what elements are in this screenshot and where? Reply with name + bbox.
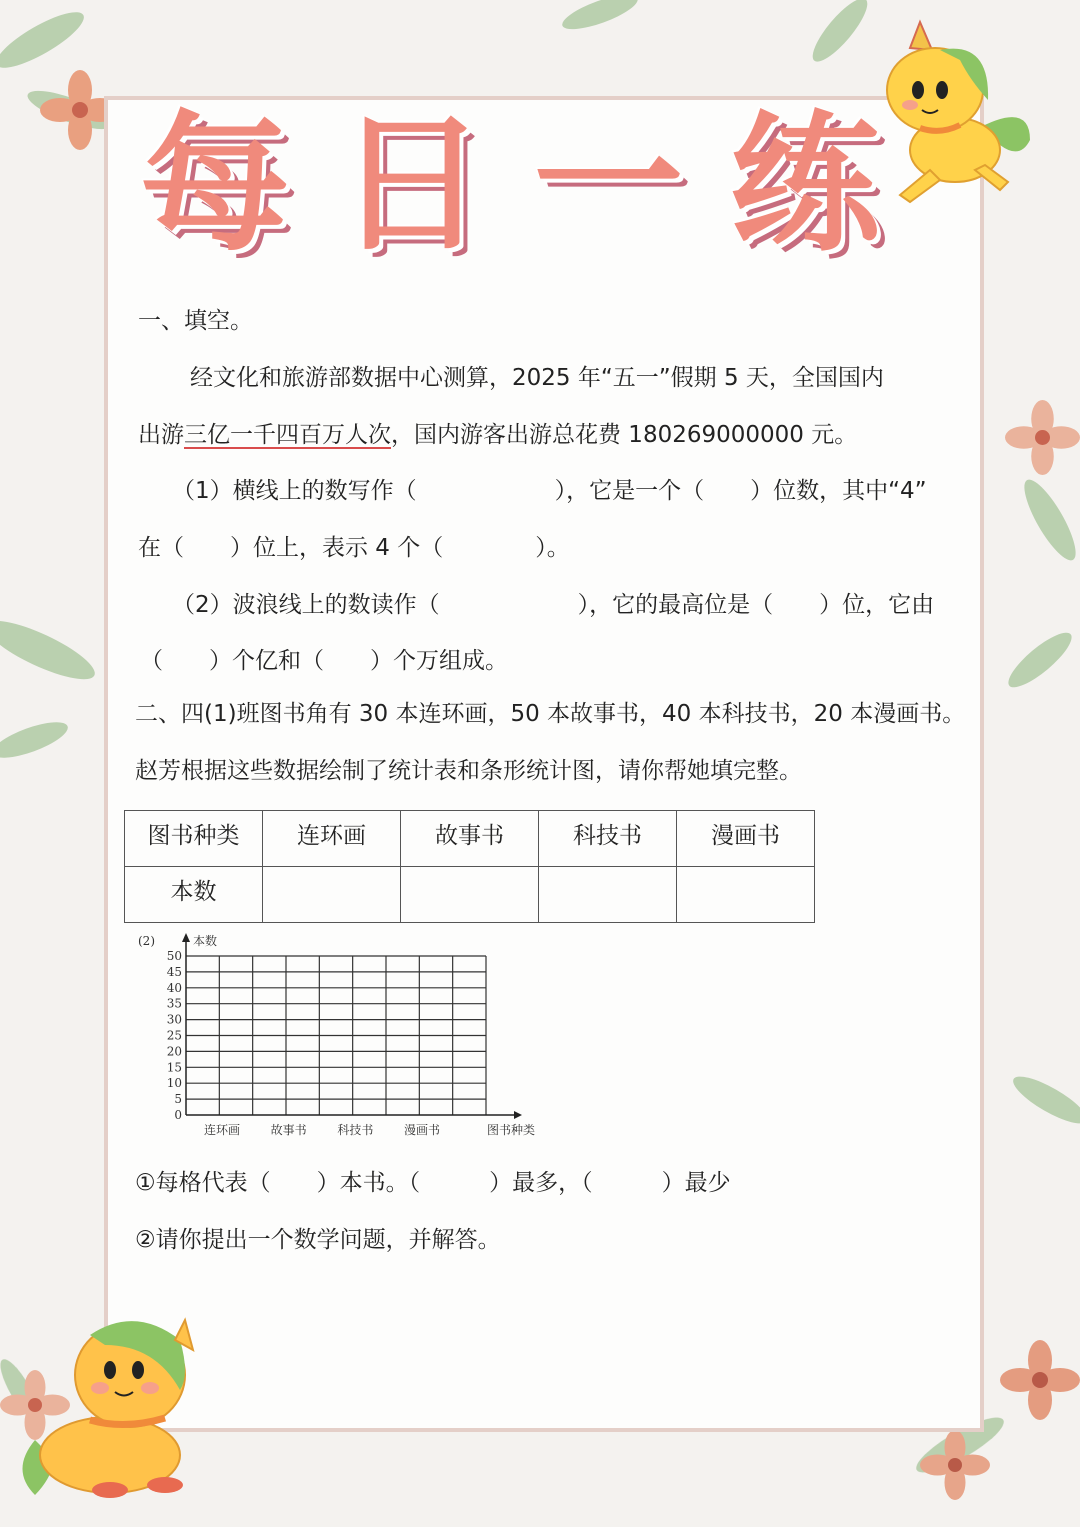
table-blank-cell[interactable]: [677, 867, 815, 923]
question2-line2: （ ）个亿和（ ）个万组成。: [140, 648, 508, 674]
flower-icon: [920, 1430, 990, 1500]
table-row: [125, 867, 815, 923]
x-tick-label: 科技书: [337, 1123, 374, 1137]
y-tick-label: 40: [166, 980, 182, 995]
bar-chart-grid: [130, 928, 560, 1143]
panel-label: (2): [138, 934, 155, 948]
table-blank-cell[interactable]: [539, 867, 677, 923]
table-header-cell: 图书种类: [125, 811, 263, 867]
y-axis-arrow: [182, 933, 190, 942]
y-tick-label: 30: [166, 1012, 182, 1027]
title-char: 一: [533, 98, 684, 272]
question1-line1: （1）横线上的数写作（ ），它是一个（ ）位数，其中“4”: [172, 478, 927, 504]
section1-paragraph-line1: 经文化和旅游部数据中心测算，2025 年“五一”假期 5 天，全国国内: [190, 365, 884, 391]
text-segment: ，国内游客出游总花费 180269000000 元。: [391, 422, 858, 448]
pony-icon: [15, 1300, 205, 1500]
x-tick-label: 故事书: [270, 1123, 307, 1137]
section1-paragraph-line2: [138, 424, 857, 447]
x-tick-label: 漫画书: [403, 1123, 441, 1137]
question1-line2: 在（ ）位上，表示 4 个（ ）。: [138, 535, 570, 561]
text-segment: 出游: [138, 422, 184, 448]
y-tick-label: 5: [174, 1092, 182, 1107]
stats-table: [124, 810, 815, 923]
flower-icon: [1005, 400, 1080, 475]
unicorn-icon: [880, 10, 1040, 210]
table-blank-cell[interactable]: [263, 867, 401, 923]
table-header-cell: 漫画书: [677, 811, 815, 867]
table-row: [125, 811, 815, 867]
y-tick-label: 15: [166, 1060, 182, 1075]
section1-heading: 一、填空。: [138, 308, 253, 334]
y-tick-label: 50: [166, 949, 182, 963]
question2-line1: （2）波浪线上的数读作（ ），它的最高位是（ ）位，它由: [172, 592, 935, 618]
y-axis-label: 本数: [193, 934, 218, 948]
x-axis-arrow: [514, 1111, 522, 1119]
title-char: 日: [336, 98, 487, 272]
y-tick-label: 35: [166, 996, 182, 1011]
section2-line2: 赵芳根据这些数据绘制了统计表和条形统计图，请你帮她填完整。: [135, 758, 802, 784]
page-title: [140, 100, 880, 270]
y-tick-label: 0: [174, 1108, 182, 1122]
question-b: ②请你提出一个数学问题，并解答。: [135, 1227, 501, 1253]
y-tick-label: 45: [166, 964, 182, 979]
x-axis-label: 图书种类: [487, 1123, 536, 1137]
question-a: ①每格代表（ ）本书。（ ）最多，（ ）最少: [135, 1170, 731, 1196]
table-row-label: 本数: [125, 867, 263, 923]
y-tick-label: 25: [166, 1028, 182, 1043]
section2-line1: 二、四(1)班图书角有 30 本连环画，50 本故事书，40 本科技书，20 本漫画书。: [135, 701, 966, 727]
table-header-cell: 故事书: [401, 811, 539, 867]
table-header-cell: 连环画: [263, 811, 401, 867]
underlined-number: 三亿一千四百万人次: [184, 422, 391, 448]
x-tick-label: 连环画: [203, 1123, 241, 1137]
y-tick-label: 10: [166, 1076, 182, 1091]
flower-icon: [1000, 1340, 1080, 1420]
y-tick-label: 20: [166, 1044, 182, 1059]
table-header-cell: 科技书: [539, 811, 677, 867]
title-char: 练: [729, 98, 880, 272]
table-blank-cell[interactable]: [401, 867, 539, 923]
title-char: 每: [140, 98, 291, 272]
